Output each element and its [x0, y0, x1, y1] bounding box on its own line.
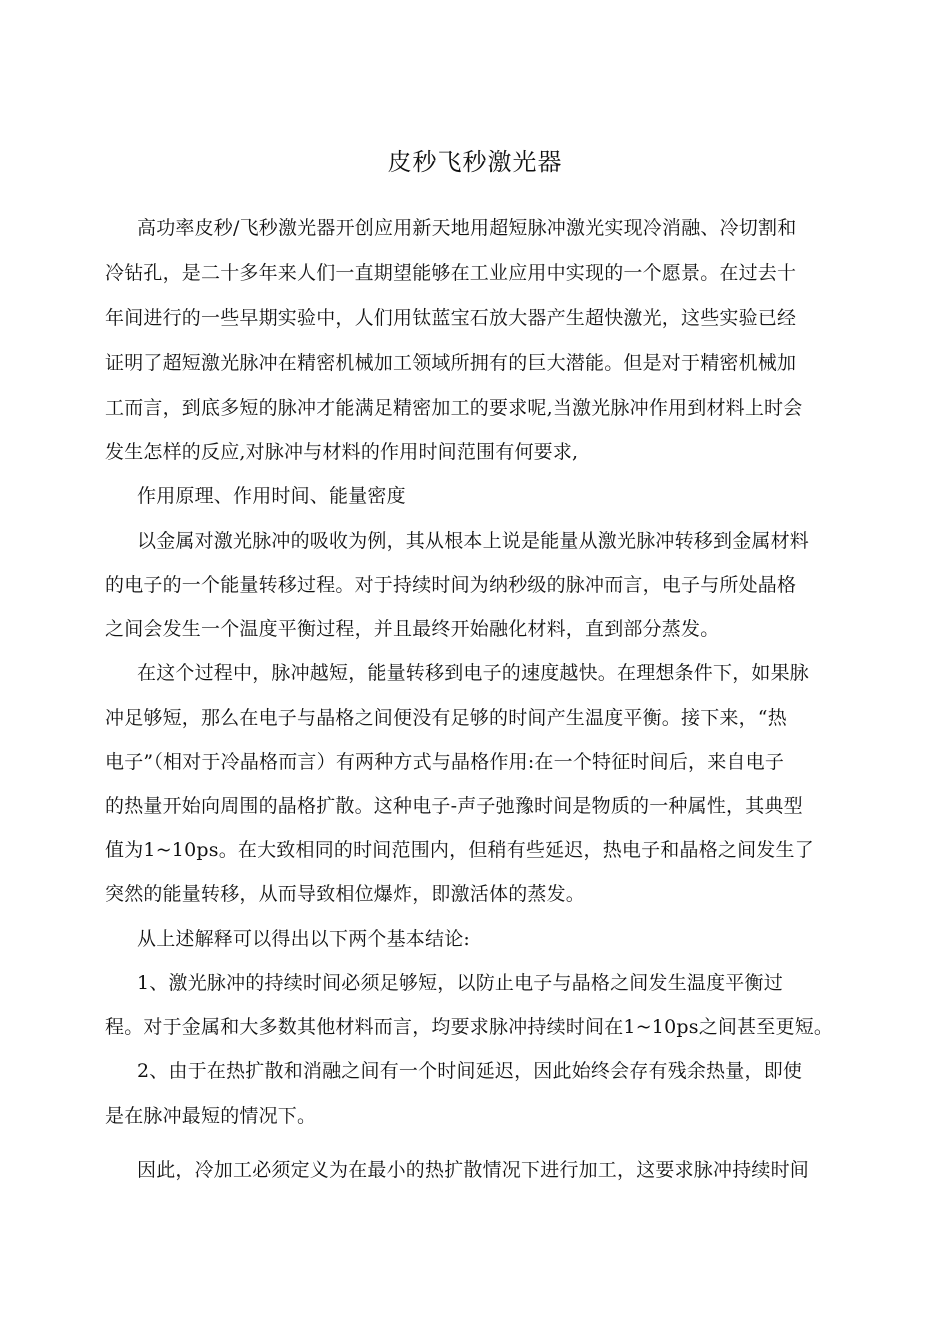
paragraph-line: 在这个过程中，脉冲越短，能量转移到电子的速度越快。在理想条件下，如果脉	[137, 662, 810, 684]
paragraph-line: 高功率皮秒/飞秒激光器开创应用新天地用超短脉冲激光实现冷消融、冷切割和	[137, 217, 797, 239]
paragraph-line: 值为1~10ps。在大致相同的时间范围内，但稍有些延迟，热电子和晶格之间发生了	[105, 839, 814, 861]
list-item-line: 2、由于在热扩散和消融之间有一个时间延迟，因此始终会存有残余热量，即使	[137, 1060, 803, 1082]
list-item-line: 是在脉冲最短的情况下。	[105, 1105, 317, 1127]
list-item-line: 1、激光脉冲的持续时间必须足够短，以防止电子与晶格之间发生温度平衡过	[137, 972, 783, 994]
paragraph-line: 冷钻孔，是二十多年来人们一直期望能够在工业应用中实现的一个愿景。在过去十	[105, 262, 797, 284]
paragraph-line: 从上述解释可以得出以下两个基本结论:	[137, 928, 471, 950]
paragraph-line: 之间会发生一个温度平衡过程，并且最终开始融化材料，直到部分蒸发。	[105, 618, 720, 640]
paragraph-line: 以金属对激光脉冲的吸收为例，其从根本上说是能量从激光脉冲转移到金属材料	[137, 530, 810, 552]
paragraph-line: 发生怎样的反应,对脉冲与材料的作用时间范围有何要求,	[105, 441, 579, 463]
paragraph-line: 年间进行的一些早期实验中，人们用钛蓝宝石放大器产生超快激光，这些实验已经	[105, 307, 797, 329]
paragraph-line: 证明了超短激光脉冲在精密机械加工领域所拥有的巨大潜能。但是对于精密机械加	[105, 352, 797, 374]
paragraph-line: 电子”（相对于冷晶格而言）有两种方式与晶格作用:在一个特征时间后，来自电子	[105, 751, 785, 773]
paragraph-line: 的电子的一个能量转移过程。对于持续时间为纳秒级的脉冲而言，电子与所处晶格	[105, 574, 797, 596]
paragraph-line: 的热量开始向周围的晶格扩散。这种电子-声子弛豫时间是物质的一种属性，其典型	[105, 795, 803, 817]
document-title: 皮秒飞秒激光器	[387, 148, 563, 176]
section-heading: 作用原理、作用时间、能量密度	[137, 485, 406, 507]
list-item-line: 程。对于金属和大多数其他材料而言，均要求脉冲持续时间在1~10ps之间甚至更短。	[105, 1016, 834, 1038]
paragraph-line: 突然的能量转移，从而导致相位爆炸，即激活体的蒸发。	[105, 883, 586, 905]
paragraph-line: 冲足够短，那么在电子与晶格之间便没有足够的时间产生温度平衡。接下来，“热	[105, 707, 787, 729]
paragraph-line: 工而言，到底多短的脉冲才能满足精密加工的要求呢,当激光脉冲作用到材料上时会	[105, 397, 803, 419]
paragraph-line: 因此，冷加工必须定义为在最小的热扩散情况下进行加工，这要求脉冲持续时间	[137, 1159, 810, 1181]
